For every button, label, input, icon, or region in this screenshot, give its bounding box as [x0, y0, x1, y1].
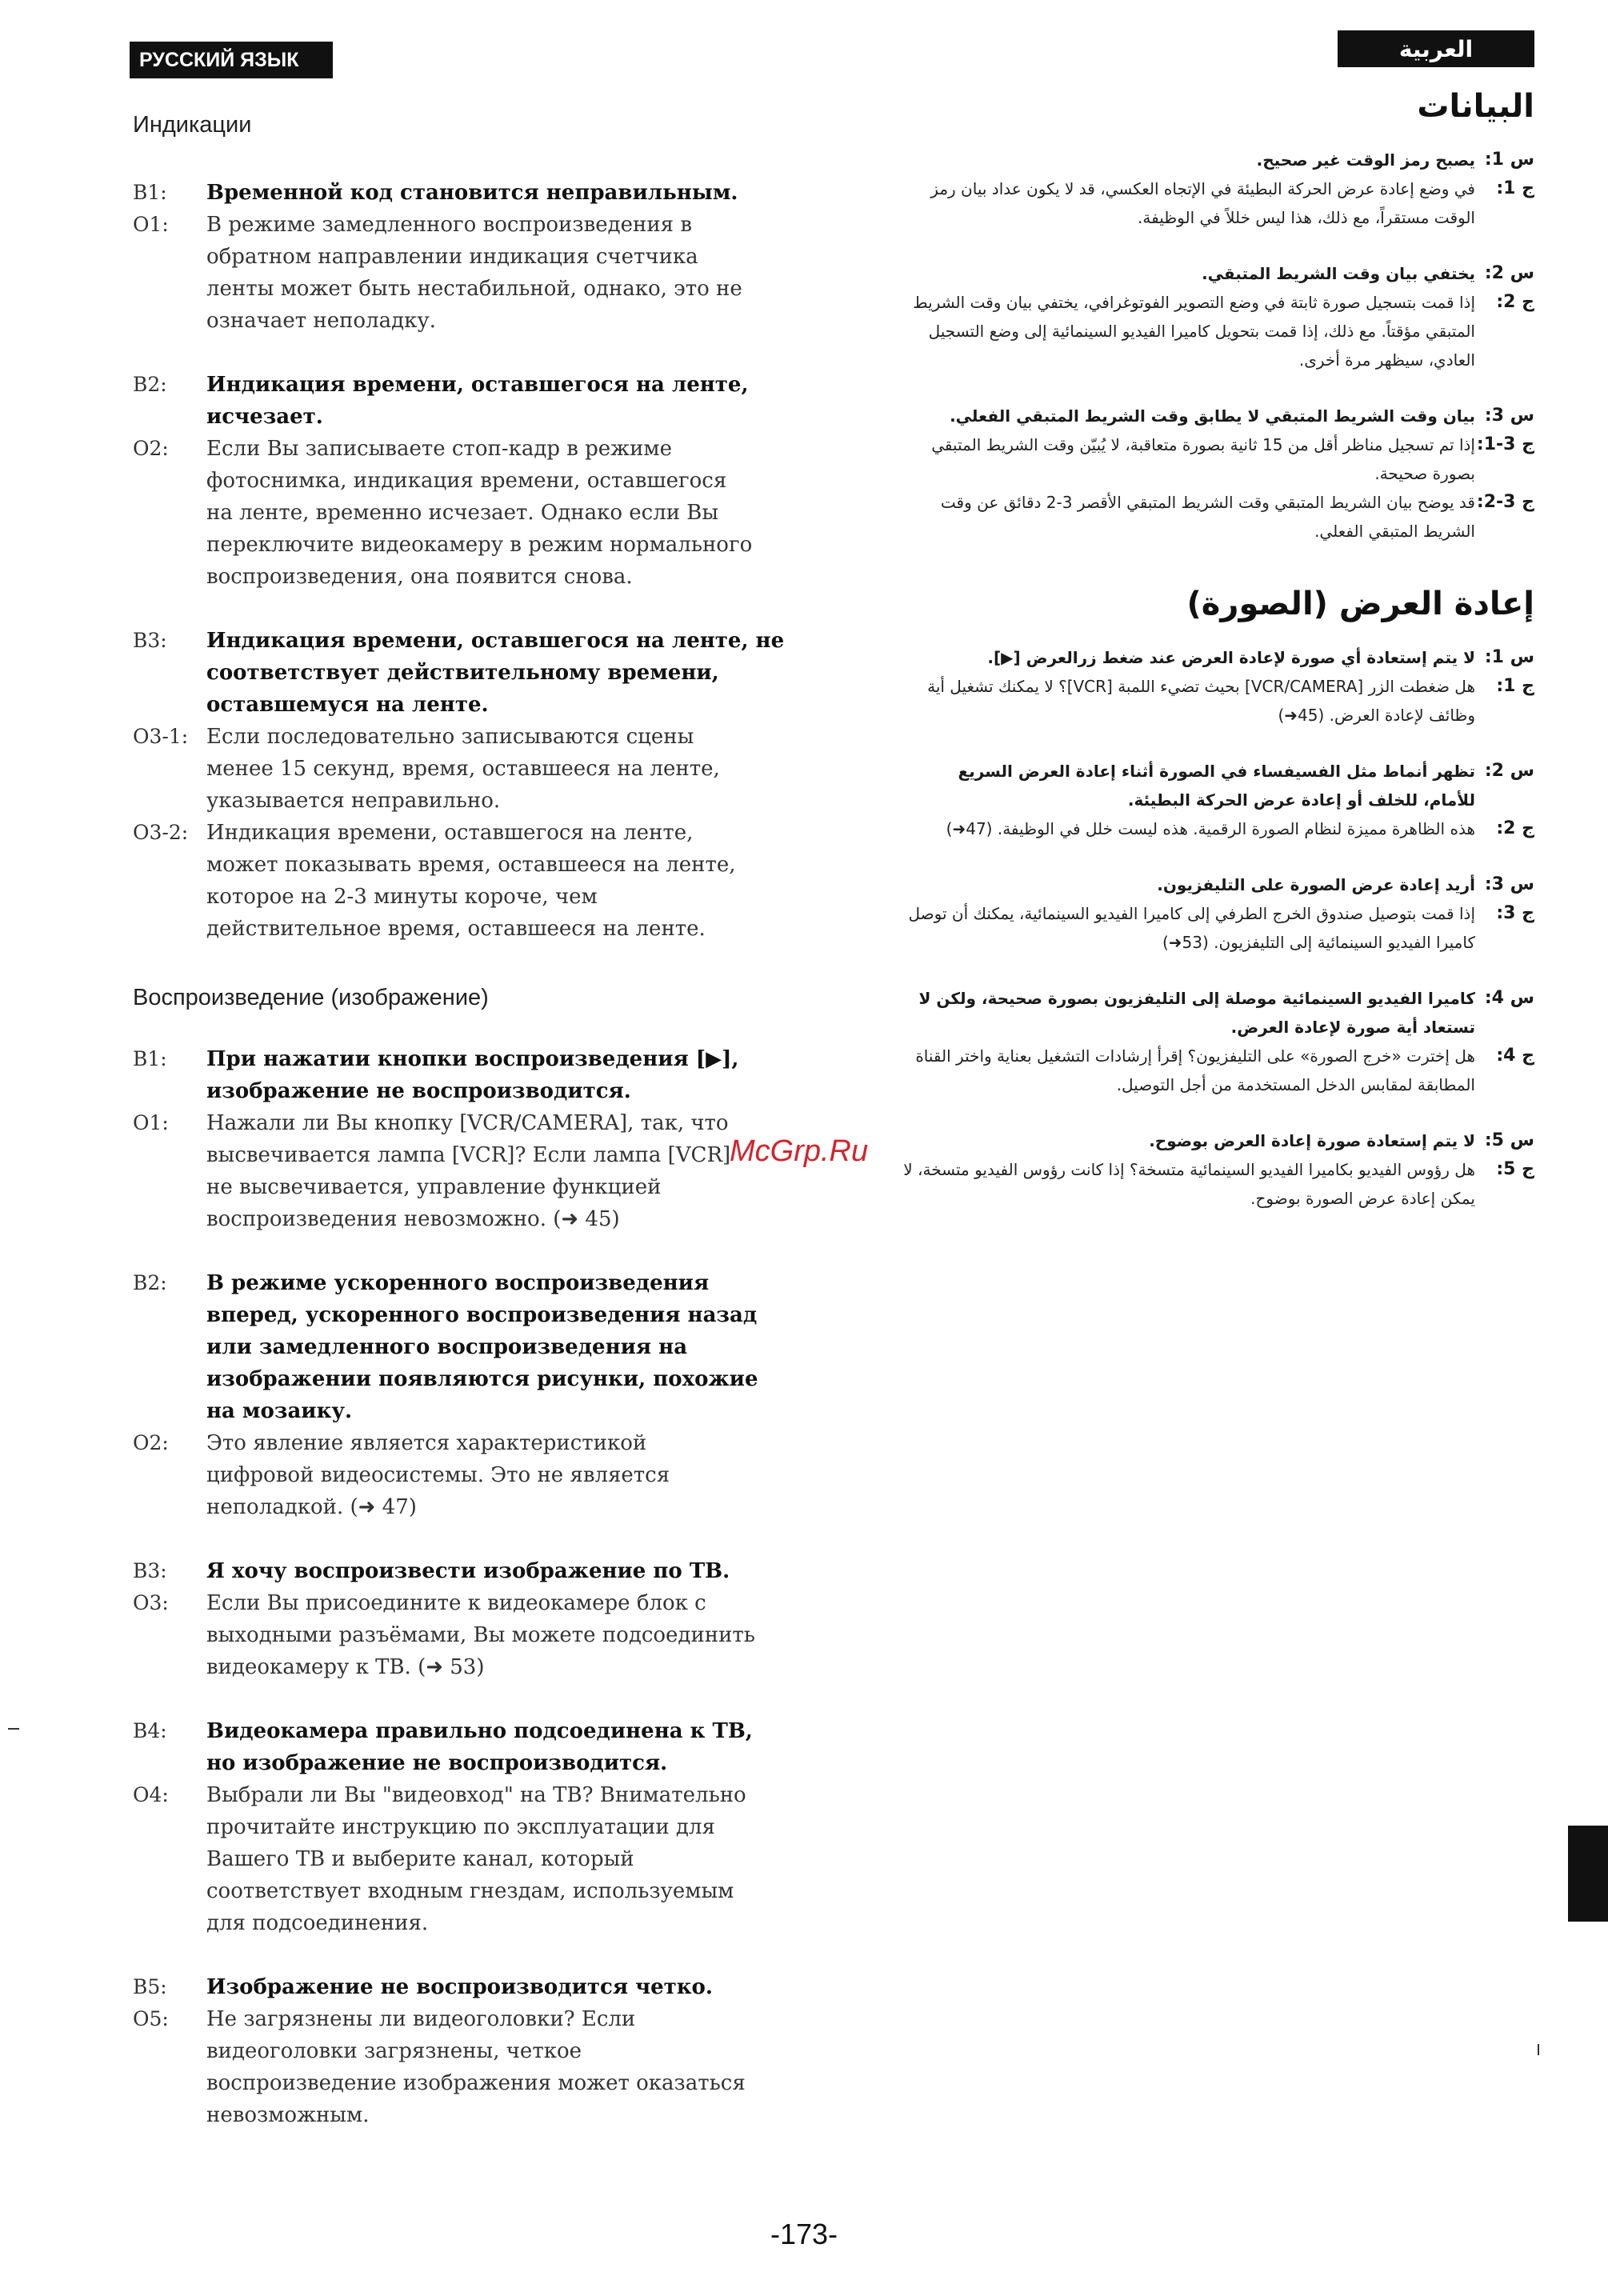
- question-code: B4:: [133, 1719, 167, 1742]
- answer-text: Нажали ли Вы кнопку [VCR/CAMERA], так, что высвечивается лампа [VCR]? Если лампа [VCR] не высвечивается, управление функцией воспроизведения невозможно. (➜ 45): [206, 1111, 731, 1231]
- answer-text: Не загрязнены ли видеоголовки? Если видеоголовки загрязнены, четкое воспроизведение изображения может оказаться невозможным.: [206, 2007, 746, 2127]
- answer-text: قد يوضح بيان الشريط المتبقي وقت الشريط المتبقي الأقصر 3-2 دقائق عن وقت الشريط المتبقي الفعلي.: [940, 493, 1475, 541]
- section-title: إعادة العرض (الصورة): [1186, 586, 1534, 622]
- answer-text: هل إخترت «خرج الصورة» على التليفزيون؟ إقرأ إرشادات التشغيل بعناية واختر القناة المطابقة لمقابس الدخل المستخدمة من أجل التوصيل.: [915, 1046, 1475, 1094]
- qa-item: [901, 402, 1534, 546]
- qa-item: [133, 1555, 789, 1683]
- question-code: B1:: [133, 181, 167, 204]
- answer-text: Это явление является характеристикой цифровой видеосистемы. Это не является неполадкой. (➜ 47): [206, 1431, 670, 1519]
- question-text: Я хочу воспроизвести изображение по ТВ.: [206, 1559, 730, 1583]
- qa-item: [133, 1267, 789, 1523]
- answer-text: Если Вы присоедините к видеокамере блок с выходными разъёмами, Вы можете подсоединить видеокамеру к ТВ. (➜ 53): [206, 1591, 755, 1679]
- question-code: B2:: [133, 373, 167, 396]
- answer-text: هذه الظاهرة مميزة لنظام الصورة الرقمية. هذه ليست خلل في الوظيفة. (47➜): [946, 819, 1475, 838]
- language-tab-arabic-label: العربية: [1398, 35, 1474, 62]
- answer-code: ج 3-2:: [1476, 492, 1534, 512]
- answer-code: O3-2:: [133, 821, 189, 844]
- question-text: أريد إعادة عرض الصورة على التليفزيون.: [1157, 875, 1475, 894]
- qa-item: [133, 1043, 789, 1235]
- answer-code: ج 3-1:: [1476, 434, 1534, 454]
- qa-item: [901, 1126, 1534, 1213]
- language-tab-arabic: [1338, 30, 1534, 67]
- section-edge-tab: [1568, 1826, 1608, 1922]
- qa-item: [133, 369, 789, 593]
- answer-text: إذا قمت بتوصيل صندوق الخرج الطرفي إلى كاميرا الفيديو السينمائية، يمكنك أن توصل كاميرا الفيديو السينمائية إلى التليفزيون. (53➜): [908, 904, 1475, 952]
- margin-tick: [8, 1728, 19, 1730]
- question-code: س 5:: [1484, 1130, 1534, 1150]
- question-code: س 3:: [1484, 406, 1534, 426]
- answer-text: В режиме замедленного воспроизведения в обратном направлении индикация счетчика ленты может быть нестабильной, однако, это не означает неполадку.: [206, 213, 742, 333]
- question-code: B1:: [133, 1047, 167, 1070]
- question-text: Видеокамера правильно подсоединена к ТВ, но изображение не воспроизводится.: [206, 1719, 753, 1775]
- answer-code: O3:: [133, 1591, 169, 1614]
- answer-text: إذا قمت بتسجيل صورة ثابتة في وضع التصوير الفوتوغرافي، يختفي بيان وقت الشريط المتبقي مؤقتاً. مع ذلك، إذا قمت بتحويل كاميرا الفيديو السينمائية إلى وضع التسجيل العادي، سيظهر مرة أخرى.: [913, 293, 1475, 370]
- question-text: Индикация времени, оставшегося на ленте, исчезает.: [206, 373, 749, 429]
- section-title: Воспроизведение (изображение): [133, 985, 489, 1010]
- russian-column: [133, 112, 789, 2163]
- question-code: س 1:: [1484, 647, 1534, 667]
- question-text: لا يتم إستعادة أي صورة لإعادة العرض عند ضغط زرالعرض [▶].: [987, 648, 1475, 667]
- question-code: س 1:: [1484, 150, 1534, 170]
- qa-item: [901, 259, 1534, 374]
- answer-text: هل ضغطت الزر [VCR/CAMERA] بحيث تضيء اللمبة [VCR]؟ لا يمكنك تشغيل أية وظائف لإعادة العرض. (45➜): [927, 677, 1475, 725]
- qa-item: [901, 757, 1534, 843]
- question-code: B2:: [133, 1271, 167, 1294]
- question-code: B3:: [133, 629, 167, 652]
- language-tab-russian: [130, 42, 333, 78]
- qa-item: [901, 643, 1534, 730]
- margin-tick: [1538, 2044, 1539, 2055]
- qa-item: [133, 1715, 789, 1939]
- question-text: تظهر أنماط مثل الفسيفساء في الصورة أثناء إعادة العرض السريع للأمام، للخلف أو إعادة عرض الحركة البطيئة.: [958, 762, 1475, 810]
- section-title: Индикации: [133, 112, 252, 138]
- language-tab-russian-label: РУССКИЙ ЯЗЫК: [139, 48, 299, 71]
- answer-text: Выбрали ли Вы "видеовход" на ТВ? Внимательно прочитайте инструкцию по эксплуатации для Вашего ТВ и выберите канал, который соответствует входным гнездам, используемым для подсоединения.: [206, 1783, 746, 1935]
- answer-code: ج 2:: [1496, 292, 1534, 312]
- watermark: McGrp.Ru: [730, 1134, 869, 1168]
- arabic-column: [901, 88, 1534, 1240]
- answer-code: O1:: [133, 213, 169, 236]
- question-code: س 2:: [1484, 263, 1534, 283]
- qa-item: [133, 177, 789, 337]
- question-text: Изображение не воспроизводится четко.: [206, 1975, 713, 1999]
- answer-text: في وضع إعادة عرض الحركة البطيئة في الإتجاه العكسي، قد لا يكون عداد بيان رمز الوقت مستقراً، مع ذلك، هذا ليس خللاً في الوظيفة.: [930, 179, 1475, 227]
- answer-code: ج 4:: [1496, 1046, 1534, 1066]
- answer-code: ج 1:: [1496, 676, 1534, 696]
- section-title: البيانات: [1417, 88, 1534, 125]
- answer-code: O5:: [133, 2007, 169, 2030]
- answer-code: O2:: [133, 437, 169, 460]
- question-text: Индикация времени, оставшегося на ленте, не соответствует действительному времени, оставшемуся на ленте.: [206, 629, 785, 717]
- answer-code: ج 3:: [1496, 903, 1534, 923]
- answer-text: إذا تم تسجيل مناظر أقل من 15 ثانية بصورة متعاقبة، لا يُبيّن وقت الشريط المتبقي بصورة صحيحة.: [931, 435, 1475, 483]
- question-text: يختفي بيان وقت الشريط المتبقي.: [1202, 264, 1475, 283]
- qa-item: [133, 1971, 789, 2131]
- answer-text: هل رؤوس الفيديو بكاميرا الفيديو السينمائية متسخة؟ إذا كانت رؤوس الفيديو متسخة، لا يمكن إعادة عرض الصورة بوضوح.: [903, 1160, 1475, 1208]
- answer-code: O4:: [133, 1783, 169, 1806]
- question-code: س 3:: [1484, 874, 1534, 894]
- question-text: При нажатии кнопки воспроизведения [▶], изображение не воспроизводится.: [206, 1047, 739, 1103]
- question-code: س 2:: [1484, 761, 1534, 781]
- question-text: لا يتم إستعادة صورة إعادة العرض بوضوح.: [1149, 1131, 1475, 1150]
- answer-code: ج 5:: [1496, 1159, 1534, 1179]
- answer-text: Индикация времени, оставшегося на ленте, может показывать время, оставшееся на ленте, которое на 2-3 минуты короче, чем действительное время, оставшееся на ленте.: [206, 821, 736, 941]
- answer-code: O2:: [133, 1431, 169, 1454]
- answer-text: Если Вы записываете стоп-кадр в режиме фотоснимка, индикация времени, оставшегося на ленте, временно исчезает. Однако если Вы переключите видеокамеру в режим нормального воспроизведения, она появится снова.: [206, 437, 753, 589]
- question-text: В режиме ускоренного воспроизведения вперед, ускоренного воспроизведения назад или замедленного воспроизведения на изображении появляются рисунки, похожие на мозаику.: [206, 1271, 758, 1423]
- qa-item: [901, 870, 1534, 957]
- qa-item: [901, 984, 1534, 1099]
- answer-text: Если последовательно записываются сцены менее 15 секунд, время, оставшееся на ленте, указывается неправильно.: [206, 725, 720, 813]
- question-text: كاميرا الفيديو السينمائية موصلة إلى التليفزيون بصورة صحيحة، ولكن لا تستعاد أية صورة لإعادة العرض.: [918, 989, 1475, 1037]
- answer-code: ج 2:: [1496, 818, 1534, 838]
- page-number: -173-: [770, 2218, 838, 2250]
- question-code: B5:: [133, 1975, 167, 1998]
- question-text: يصبح رمز الوقت غير صحيح.: [1256, 150, 1475, 170]
- question-text: Временной код становится неправильным.: [206, 181, 738, 205]
- answer-code: O3-1:: [133, 725, 189, 748]
- qa-item: [901, 146, 1534, 232]
- question-code: س 4:: [1484, 988, 1534, 1008]
- answer-code: ج 1:: [1496, 178, 1534, 198]
- question-code: B3:: [133, 1559, 167, 1582]
- answer-code: O1:: [133, 1111, 169, 1134]
- qa-item: [133, 625, 789, 945]
- question-text: بيان وقت الشريط المتبقي لا يطابق وقت الشريط المتبقي الفعلي.: [950, 406, 1475, 426]
